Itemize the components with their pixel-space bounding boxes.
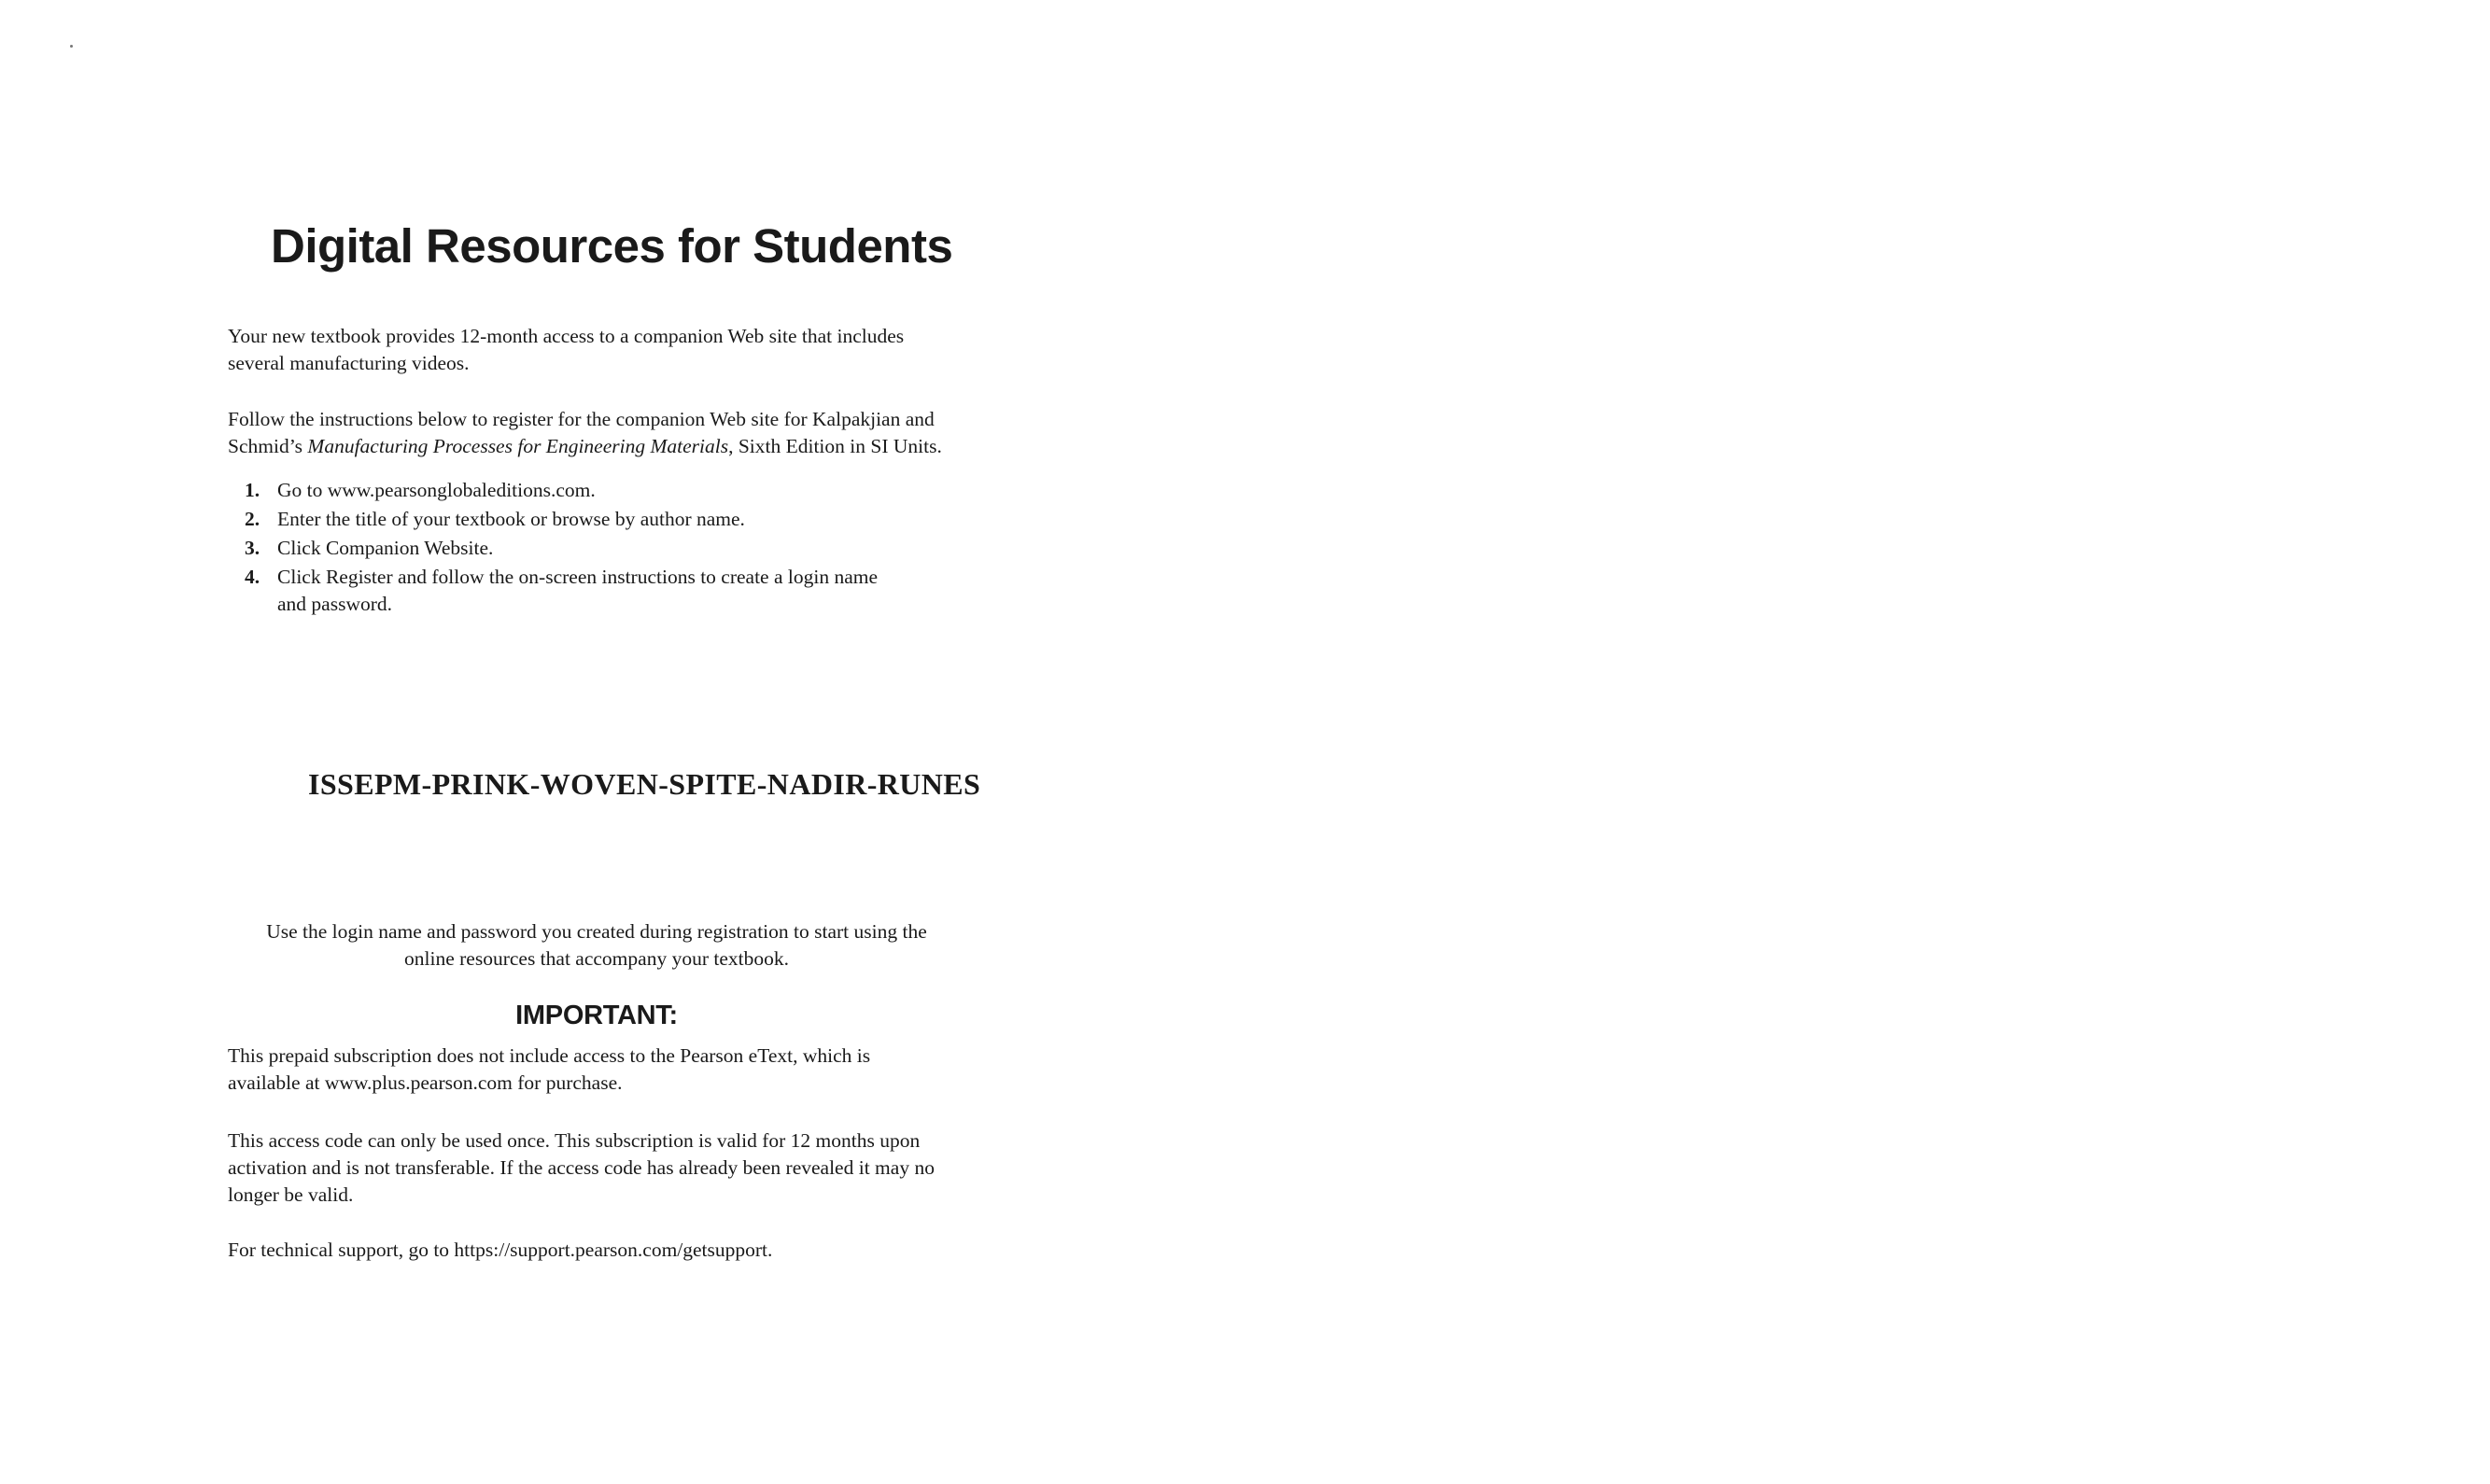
intro-line-2: several manufacturing videos. [228, 352, 470, 374]
step-text-continued: and password. [277, 593, 393, 615]
login-line-2: online resources that accompany your textbook. [404, 947, 789, 970]
intro-paragraph [228, 323, 1049, 377]
login-line-1: Use the login name and password you created during registration to start using the [266, 920, 927, 943]
step-number: 3. [245, 537, 260, 559]
step-text: Enter the title of your textbook or browse by author name. [277, 508, 745, 530]
step-item [228, 477, 1049, 504]
step-item [228, 506, 1049, 533]
step-item [228, 564, 1049, 618]
step-number: 1. [245, 479, 260, 501]
follow-paragraph [228, 406, 1049, 460]
intro-line-1: Your new textbook provides 12-month access to a companion Web site that includes [228, 325, 905, 347]
follow-line-2-suffix: , Sixth Edition in SI Units. [728, 435, 942, 457]
support-paragraph [228, 1237, 1049, 1264]
step-number: 4. [245, 566, 260, 588]
book-title: Manufacturing Processes for Engineering Materials [307, 435, 729, 457]
step-item [228, 535, 1049, 562]
login-instructions [228, 918, 965, 973]
access-note-line-2: activation and is not transferable. If the access code has already been revealed it may no [228, 1156, 935, 1179]
prepaid-line-2: available at www.plus.pearson.com for purchase. [228, 1071, 623, 1094]
access-note-paragraph [228, 1127, 1049, 1209]
prepaid-paragraph [228, 1043, 1049, 1097]
follow-line-2-prefix: Schmid’s [228, 435, 308, 457]
access-note-line-1: This access code can only be used once. This subscription is valid for 12 months upon [228, 1129, 921, 1152]
follow-line-1: Follow the instructions below to register for the companion Web site for Kalpakjian and [228, 408, 935, 430]
step-text: Click Companion Website. [277, 537, 494, 559]
step-text: Go to www.pearsonglobaleditions.com. [277, 479, 596, 501]
step-number: 2. [245, 508, 260, 530]
registration-steps [228, 477, 1049, 620]
support-line: For technical support, go to https://support.pearson.com/getsupport. [228, 1239, 773, 1261]
step-text: Click Register and follow the on-screen instructions to create a login name [277, 566, 879, 588]
access-code: ISSEPM-PRINK-WOVEN-SPITE-NADIR-RUNES [308, 767, 981, 801]
access-note-line-3: longer be valid. [228, 1183, 354, 1206]
important-heading: IMPORTANT: [515, 1001, 678, 1030]
page-title: Digital Resources for Students [271, 219, 953, 273]
page-speck [70, 45, 73, 48]
follow-line-2 [228, 433, 1049, 460]
prepaid-line-1: This prepaid subscription does not include access to the Pearson eText, which is [228, 1044, 871, 1067]
